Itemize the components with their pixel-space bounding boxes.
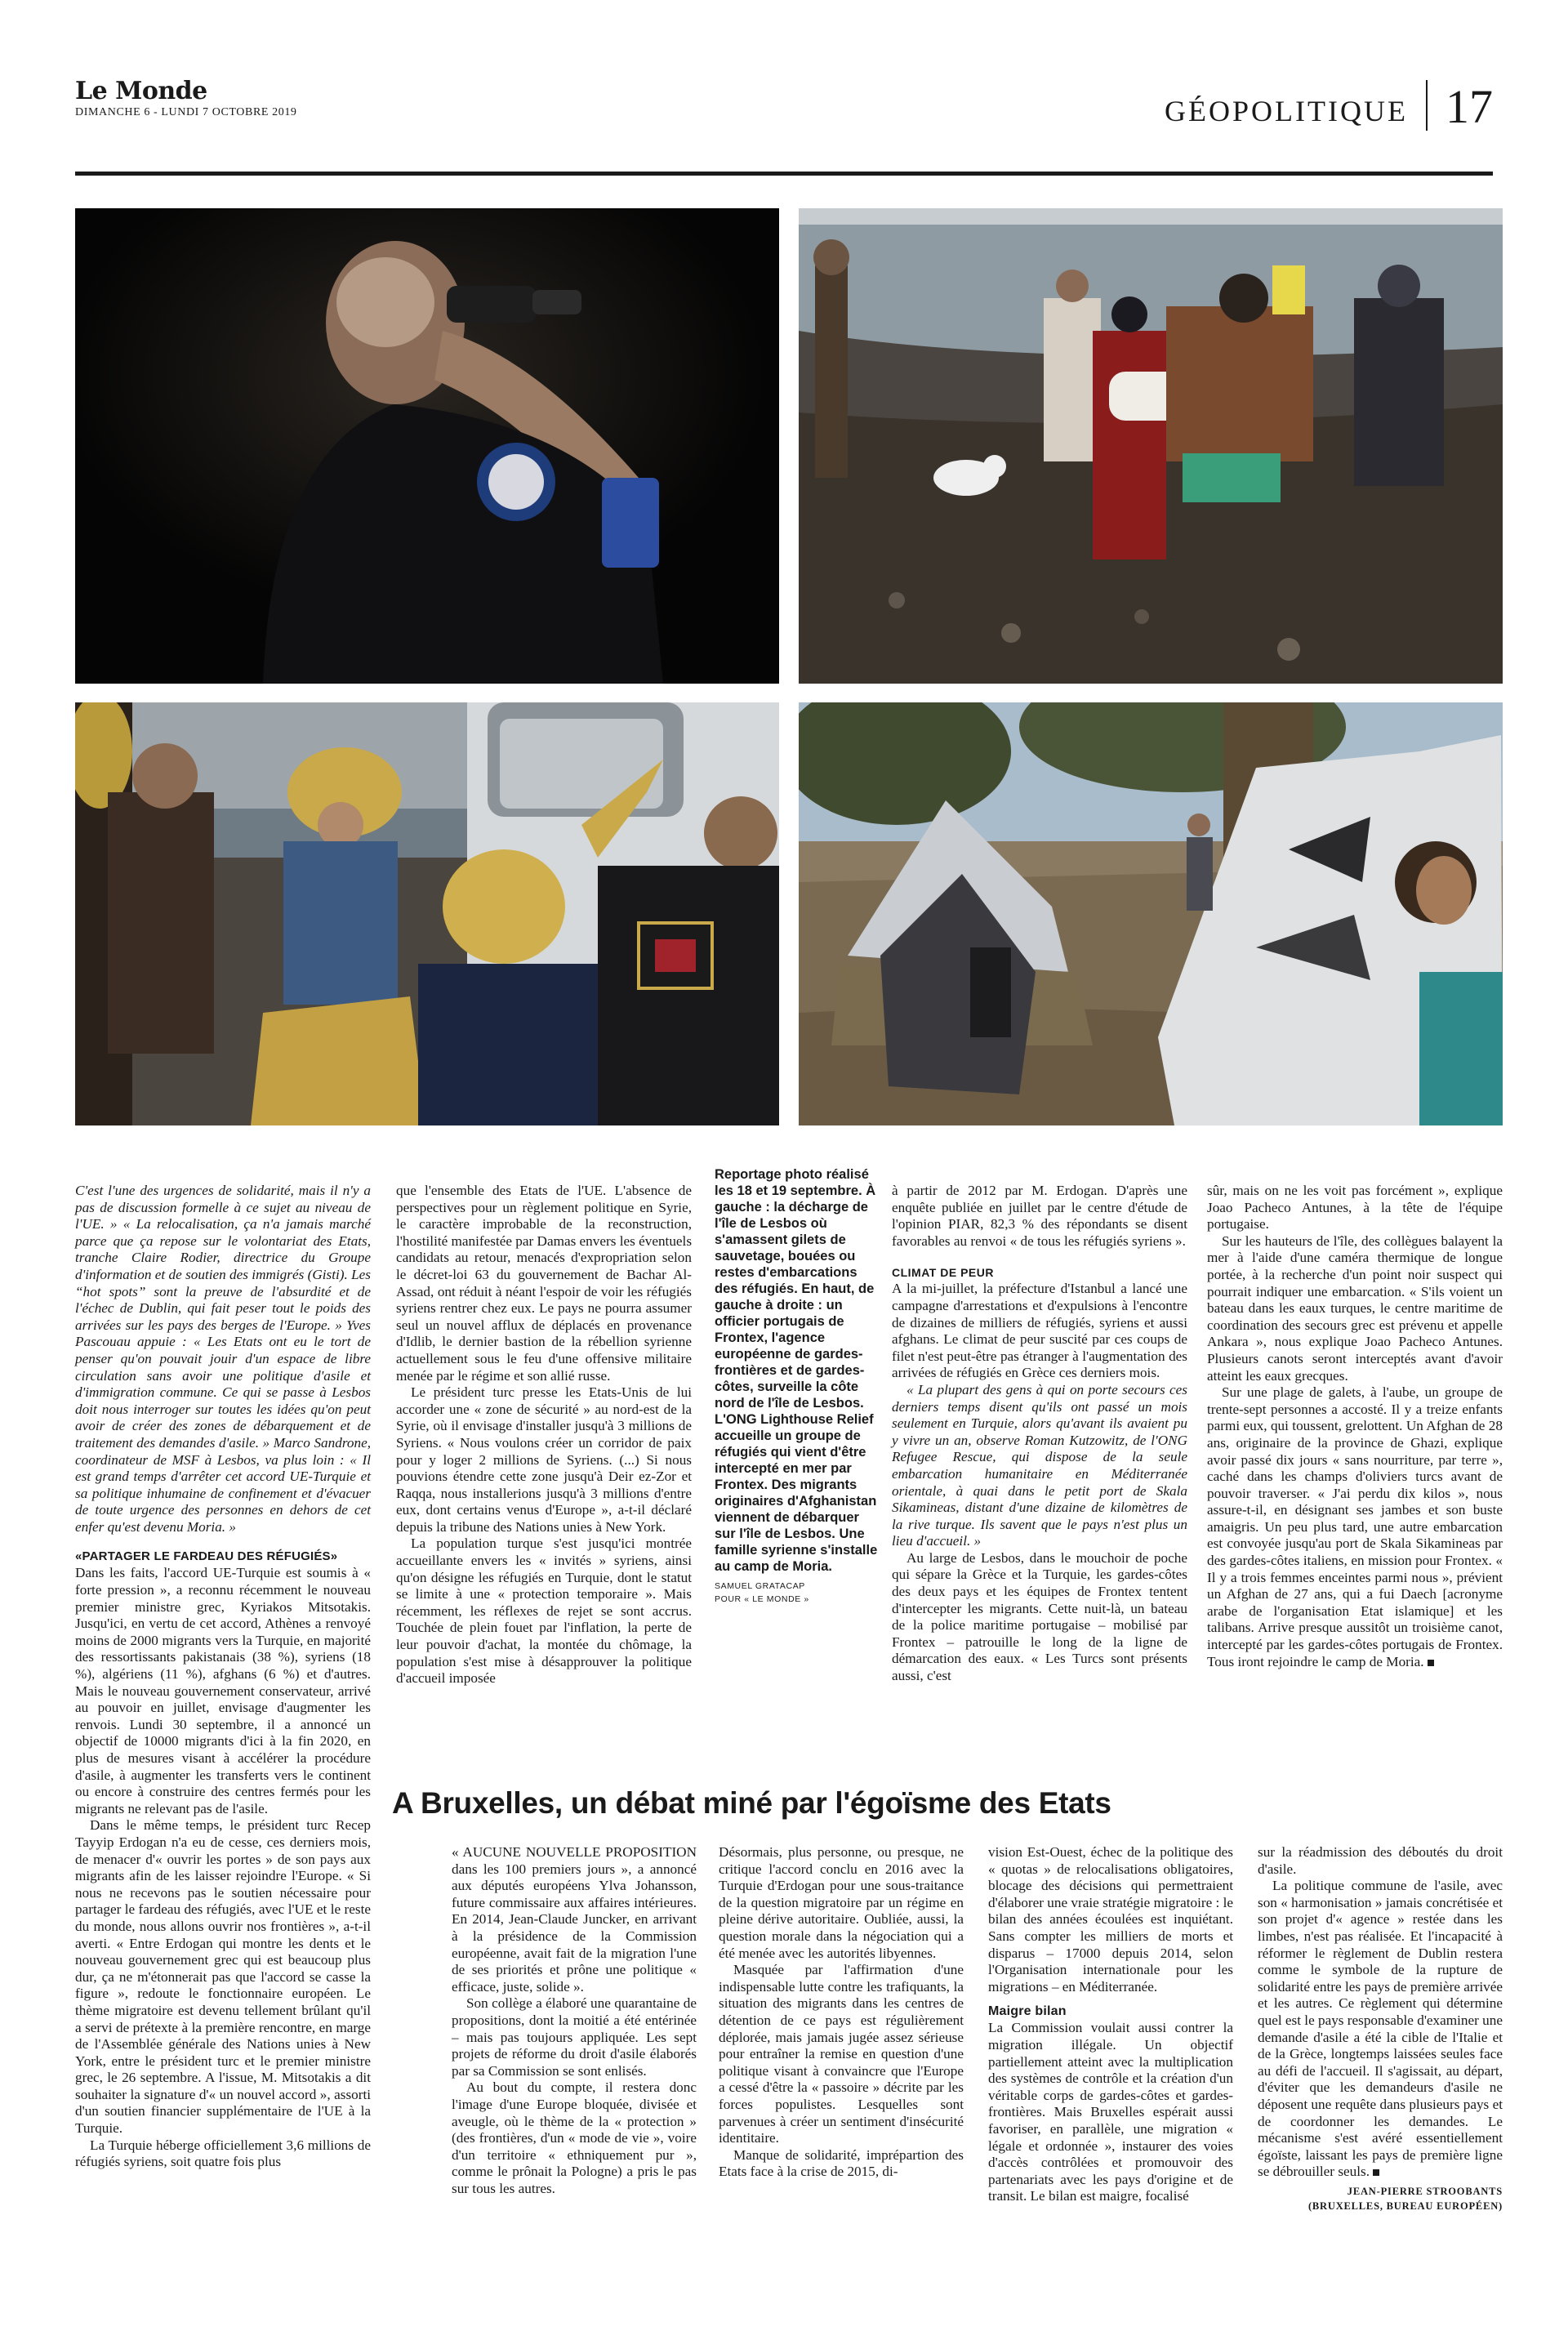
- paragraph: A la mi-juillet, la préfecture d'Istanbul a lancé une campagne d'arrestations et d'expulsions à l'encontre de dizaines de milliers de réfugiés, syriens et aussi afghans. Le climat de peur suscité par ces coups de filet n'est peut-être pas étranger à l'augmentation des arrivées de réfugiés en Grèce ces derniers mois.: [892, 1281, 1187, 1381]
- issue-date: DIMANCHE 6 - LUNDI 7 OCTOBRE 2019: [75, 106, 297, 118]
- photo-shore-landing: [799, 208, 1503, 684]
- paragraph: « La plupart des gens à qui on porte secours ces derniers temps disent qu'ils ont passé un mois seulement en Turquie, alors qu'avant ils avaient pu y vivre un an, observe Roman Kutzowitz, de l'ONG Refugee Rescue, qui dispose de la seule embarcation humanitaire en Méditerranée orientale, à quai dans le petit port de Skala Sikamineas, distant d'une dizaine de kilomètres de la rive turque. Ils savent que le pays n'est plus un lieu d'accueil. »: [892, 1381, 1187, 1549]
- photo-frontex-officer-image: [75, 208, 779, 684]
- header-rule: [75, 172, 1493, 176]
- article-2-column-2: [719, 1844, 964, 2181]
- paragraph: « AUCUNE NOUVELLE PROPOSITION dans les 100 premiers jours », a annoncé aux députés européens Ylva Johansson, future commissaire aux affaires intérieures. En 2014, Jean-Claude Juncker, en arrivant à la présidence de la Commission européenne, avait fait de la migration l'une de ses priorités et prône une politique « efficace, juste, solide ».: [452, 1844, 697, 1995]
- paragraph: [1258, 1878, 1503, 2181]
- header-divider: [1426, 80, 1428, 131]
- paragraph: à partir de 2012 par M. Erdogan. D'après une enquête publiée en juillet par le centre d'étude de l'opinion PIAR, 82,3 % des répondants se disent favorables au renvoi « de tous les réfugiés syriens ».: [892, 1183, 1187, 1249]
- paragraph: sûr, mais on ne les voit pas forcément », explique Joao Pacheco Antunes, à la tête de l'équipe portugaise.: [1207, 1183, 1503, 1232]
- article-2-byline-bureau: (BRUXELLES, BUREAU EUROPÉEN): [1307, 2200, 1503, 2212]
- article-2-column-3: [988, 1844, 1233, 2205]
- caption-text: Reportage photo réalisé les 18 et 19 septembre. À gauche : la décharge de l'île de Lesbos où s'amassent gilets de sauvetage, bouées ou restes d'embarcations des réfugiés. En haut, de gauche à droite : un officier portugais de Frontex, l'agence européenne de gardes-frontières et de gardes-côtes, surveille la côte nord de l'île de Lesbos. L'ONG Lighthouse Relief accueille un groupe de réfugiés qui vient d'être intercepté en mer par Frontex. Des migrants originaires d'Afghanistan viennent de débarquer sur l'île de Lesbos. Une famille syrienne s'installe au camp de Moria.: [715, 1167, 878, 1574]
- paragraph: [1207, 1384, 1503, 1670]
- masthead: [75, 78, 297, 119]
- caption-credit-outlet: POUR « LE MONDE »: [715, 1594, 809, 1604]
- paragraph-text: La politique commune de l'asile, avec son « harmonisation » jamais concrétisée et son projet d'« agence » restée dans les limbes, n'est pas réalisée. Et l'incapacité à réformer le règlement de Dublin restera comme le symbole de la rupture de solidarité entre les pays de première arrivée et les autres. Ce règlement qui détermine quel est le pays responsable d'examiner une demande d'asile a été la cible de l'Italie et de la Grèce, longtemps laissées seules face au défi de l'accueil. Il s'agissait, au départ, d'éviter que les demandeurs d'asile ne déposent une requête dans plusieurs pays et de coordonner les demandes. Le mécanisme s'est avéré essentiellement égoïste, laissant les pays de première ligne se débrouiller seuls.: [1258, 1878, 1503, 2180]
- article-2-headline: A Bruxelles, un débat miné par l'égoïsme des Etats: [392, 1786, 1111, 1820]
- paragraph: Le président turc presse les Etats-Unis de lui accorder une « zone de sécurité » au nord-est de la Syrie, où il envisage d'installer jusqu'à 3 millions de Syriens. « Nous voulons créer un corridor de paix pour y loger 2 millions de Syriens. (...) Si nous pouvions étendre cette zone jusqu'à Deir ez-Zor et Raqqa, nous installerions jusqu'à 3 millions d'entre eux, dont certains venus d'Europe », a-t-il déclaré depuis la tribune des Nations unies à New York.: [396, 1384, 692, 1535]
- page-number: 17: [1446, 80, 1493, 133]
- subheading: «PARTAGER LE FARDEAU DES RÉFUGIÉS»: [75, 1549, 338, 1564]
- article-2-byline: JEAN-PIERRE STROOBANTS: [1347, 2185, 1503, 2197]
- newspaper-logo: Le Monde: [75, 77, 207, 105]
- photo-frontex-officer: [75, 208, 779, 684]
- paragraph: Désormais, plus personne, ou presque, ne critique l'accord conclu en 2016 avec la Turquie d'Erdogan pour une sous-traitance de la question migratoire par un régime en pleine dérive autoritaire. Oubliée, aussi, la question morale dans la négociation qui a été menée avec les autorités libyennes.: [719, 1844, 964, 1961]
- paragraph: Dans le même temps, le président turc Recep Tayyip Erdogan n'a eu de cesse, ces derniers mois, de menacer d'« ouvrir les portes » de son pays aux migrants afin de les laisser rejoindre l'Europe. « Si nous ne recevons pas le soutien nécessaire pour partager le fardeau des réfugiés, avec l'UE et le reste du monde, nous allons ouvrir nos frontières », a-t-il averti. « Entre Erdogan qui montre les dents et le nouveau gouvernement grec qui est beaucoup plus dur, ça ne m'étonnerait pas que l'accord se casse la figure », redoute le fonctionnaire européen. Le thème migratoire est devenu tellement brûlant qu'il a servi de prétexte à la première rencontre, en marge de l'Assemblée générale des Nations unies à New York, entre le président turc et le premier ministre grec, le 26 septembre. A l'issue, M. Mitsotakis a dit souhaiter la signature d'« un nouvel accord », assorti d'un soutien financier supplémentaire de l'UE à la Turquie.: [75, 1817, 371, 2137]
- article-1-column-1: [75, 1183, 371, 2171]
- paragraph: Au large de Lesbos, dans le mouchoir de poche qui sépare la Grèce et la Turquie, les gardes-côtes des deux pays et les équipes de Frontex tentent d'intercepter les migrants. Cette nuit-là, un bateau de la police maritime portugaise – mobilisé par Frontex – patrouille le long de la ligne de démarcation des eaux. « Les Turcs sont présents aussi, c'est: [892, 1549, 1187, 1684]
- paragraph: C'est l'une des urgences de solidarité, mais il n'y a pas de discussion formelle à ce sujet au niveau de l'UE. » « La relocalisation, ça n'a jamais marché parce que ça repose sur le volontariat des Etats, tranche Claire Rodier, directrice du Groupe d'information et de soutien des immigrés (Gisti). Les “hot spots” sont la preuve de l'absurdité et de l'échec de Dublin, qui fait peser tout le poids des arrivées sur les pays des berges de l'Europe. » Yves Pascouau appuie : « Les Etats ont eu le tort de penser qu'on pouvait jouir d'un espace de libre circulation sans avoir une politique d'asile et d'immigration commune. Ce qui se passe à Lesbos doit nous interroger sur toutes les idées qu'on peut avoir de créer des zones de débarquement et de traitement des demandes d'asile. » Marco Sandrone, coordinateur de MSF à Lesbos, va plus loin : « Il est grand temps d'arrêter cet accord UE-Turquie et sa politique inhumaine de confinement et d'évacuer de toute urgence des personnes en dehors de cet enfer qu'est devenu Moria. »: [75, 1183, 371, 1535]
- paragraph: Au bout du compte, il restera donc l'image d'une Europe bloquée, divisée et aveugle, où le thème de la « protection » (des frontières, d'un « mode de vie », voire d'un territoire « ethniquement pur », comme le prônait la Pologne) a pris le pas sur tous les autres.: [452, 2079, 697, 2196]
- paragraph: Dans les faits, l'accord UE-Turquie est soumis à « forte pression », a reconnu récemment le nouveau premier ministre grec, Kyriakos Mitsotakis. Jusqu'ici, en vertu de cet accord, Athènes a renvoyé moins de 2000 migrants vers la Turquie, en majorité des ressortissants pakistanais (38 %), syriens (18 %), algériens (11 %), afghans (6 %) et d'autres. Mais le nouveau gouvernement conservateur, arrivé au pouvoir en juillet, envisage d'augmenter les renvois. Lundi 30 septembre, il a annoncé un objectif de 10000 migrants d'ici à la fin 2020, en plus de mesures visant à accélérer la procédure d'asile, à augmenter les transferts vers le continent ou encore à construire des centres fermés pour les migrants ne relevant pas de l'asile.: [75, 1565, 371, 1816]
- end-of-article-mark: [1428, 1660, 1434, 1666]
- photo-moria-camp-image: [799, 702, 1503, 1125]
- end-of-article-mark: [1373, 2169, 1379, 2176]
- caption-credit: SAMUEL GRATACAP: [715, 1581, 805, 1591]
- photo-shore-landing-image: [799, 208, 1503, 684]
- paragraph: La Commission voulait aussi contrer la migration illégale. Un objectif partiellement atteint avec la multiplication des systèmes de contrôle et la création d'un véritable corps de gardes-côtes et gardes-frontières. Mais Bruxelles espérait aussi favoriser, en parallèle, une migration « légale et ordonnée », instaurer des voies d'accès contrôlées et promouvoir des partenariats avec les pays d'origine et de transit. Le bilan est maigre, focalisé: [988, 2020, 1233, 2204]
- photo-afghan-migrants-image: [75, 702, 779, 1125]
- photo-afghan-migrants: [75, 702, 779, 1125]
- paragraph: La population turque s'est jusqu'ici montrée accueillante envers les « invités » syriens, ainsi qu'on désigne les réfugiés en Turquie, dont le statut se limite à une « protection temporaire ». Mais récemment, les réflexes de rejet se sont accrus. Touchée de plein fouet par l'inflation, la perte de leur pouvoir d'achat, la montée du chômage, la population s'est mise à désapprouver la politique d'accueil imposée: [396, 1535, 692, 1687]
- photo-moria-camp: [799, 702, 1503, 1125]
- paragraph-text: Sur une plage de galets, à l'aube, un groupe de trente-sept personnes a accosté. Il y a treize enfants parmi eux, qui toussent, grelottent. Un Afghan de 28 ans, originaire de la province de Ghazi, explique avoir passé dix jours « sans nourriture, par terre », caché dans les champs d'oliviers turcs avant de pouvoir traverser. « J'ai perdu dix kilos », nous assure-t-il, en désignant ses jambes et son buste amaigris. Un peu plus tard, une autre embarcation est convoyée jusqu'au port de Skala Sikamineas par des gardes-côtes italiens, en mission pour Frontex. « Il y a trois femmes enceintes parmi nous », prévient un Afghan de 27 ans, qui a fui Daech [acronyme arabe de l'organisation Etat islamique] et les talibans. Arrive presque aussitôt un troisième canot, intercepté par les gardes-côtes portugais de Frontex. Tous iront rejoindre le camp de Moria.: [1207, 1384, 1503, 1669]
- paragraph: vision Est-Ouest, échec de la politique des « quotas » de relocalisations obligatoires, blocage des décisions qui permettraient d'élaborer une vraie stratégie migratoire : le bilan des années écoulées est inquiétant. Sans compter les milliers de morts et disparus – 17000 depuis 2014, selon l'Organisation internationale pour les migrations – en Méditerranée.: [988, 1844, 1233, 1995]
- subheading: Maigre bilan: [988, 2004, 1067, 2019]
- section-title: GÉOPOLITIQUE: [1165, 95, 1408, 127]
- article-1-column-3: [892, 1183, 1187, 1685]
- paragraph: La Turquie héberge officiellement 3,6 millions de réfugiés syriens, soit quatre fois plus: [75, 2137, 371, 2170]
- paragraph: Masquée par l'affirmation d'une indispensable lutte contre les trafiquants, la situation des migrants dans les centres de détention de ce pays est régulièrement déplorée, mais jamais jugée assez sérieuse pour entraîner la remise en question d'une politique visant à convaincre que l'Europe a cessé d'être la « passoire » décrite par les forces populistes. Lesquelles sont parvenues à créer un sentiment d'insécurité identitaire.: [719, 1962, 964, 2146]
- paragraph: Manque de solidarité, imprépartion des Etats face à la crise de 2015, di-: [719, 2146, 964, 2180]
- photo-caption: [715, 1166, 878, 1606]
- paragraph: Son collège a élaboré une quarantaine de propositions, dont la moitié a été entérinée – mais pas toujours appliquée. Les sept projets de réforme du droit d'asile élaborés par sa Commission se sont enlisés.: [452, 1995, 697, 2079]
- section-header: [1165, 78, 1493, 131]
- article-1-column-2: [396, 1183, 692, 1687]
- paragraph: sur la réadmission des déboutés du droit d'asile.: [1258, 1844, 1503, 1877]
- article-2-column-4: [1258, 1844, 1503, 2213]
- article-2-column-1: [452, 1844, 697, 2197]
- paragraph: que l'ensemble des Etats de l'UE. L'absence de perspectives pour un règlement politique en Syrie, le caractère improbable de la reconstruction, l'hostilité manifestée par Damas envers les éventuels candidats au retour, menacés d'expropriation selon le décret-loi 63 du gouvernement de Bachar Al-Assad, ont réduit à néant l'espoir de voir les réfugiés syriens rentrer chez eux. Le pays ne pourra assumer seul un nouvel afflux de déplacés en provenance d'Idlib, le dernier bastion de la rébellion syrienne actuellement sous le feu d'une offensive militaire menée par le régime et son allié russe.: [396, 1183, 693, 1384]
- article-1-column-4: [1207, 1183, 1503, 1670]
- paragraph: Sur les hauteurs de l'île, des collègues balayent la mer à l'aide d'une caméra thermique de longue portée, à la recherche d'un point noir suspect qui pourrait indiquer une embarcation. « S'ils voient un bateau dans les eaux turques, le centre maritime de coordination des secours grec est prévenu et appelle Ankara », nous explique Joao Pacheco Antunes. Plusieurs canots seront interceptés avant d'avoir atteint les eaux grecques.: [1207, 1232, 1503, 1384]
- subheading: CLIMAT DE PEUR: [892, 1266, 994, 1280]
